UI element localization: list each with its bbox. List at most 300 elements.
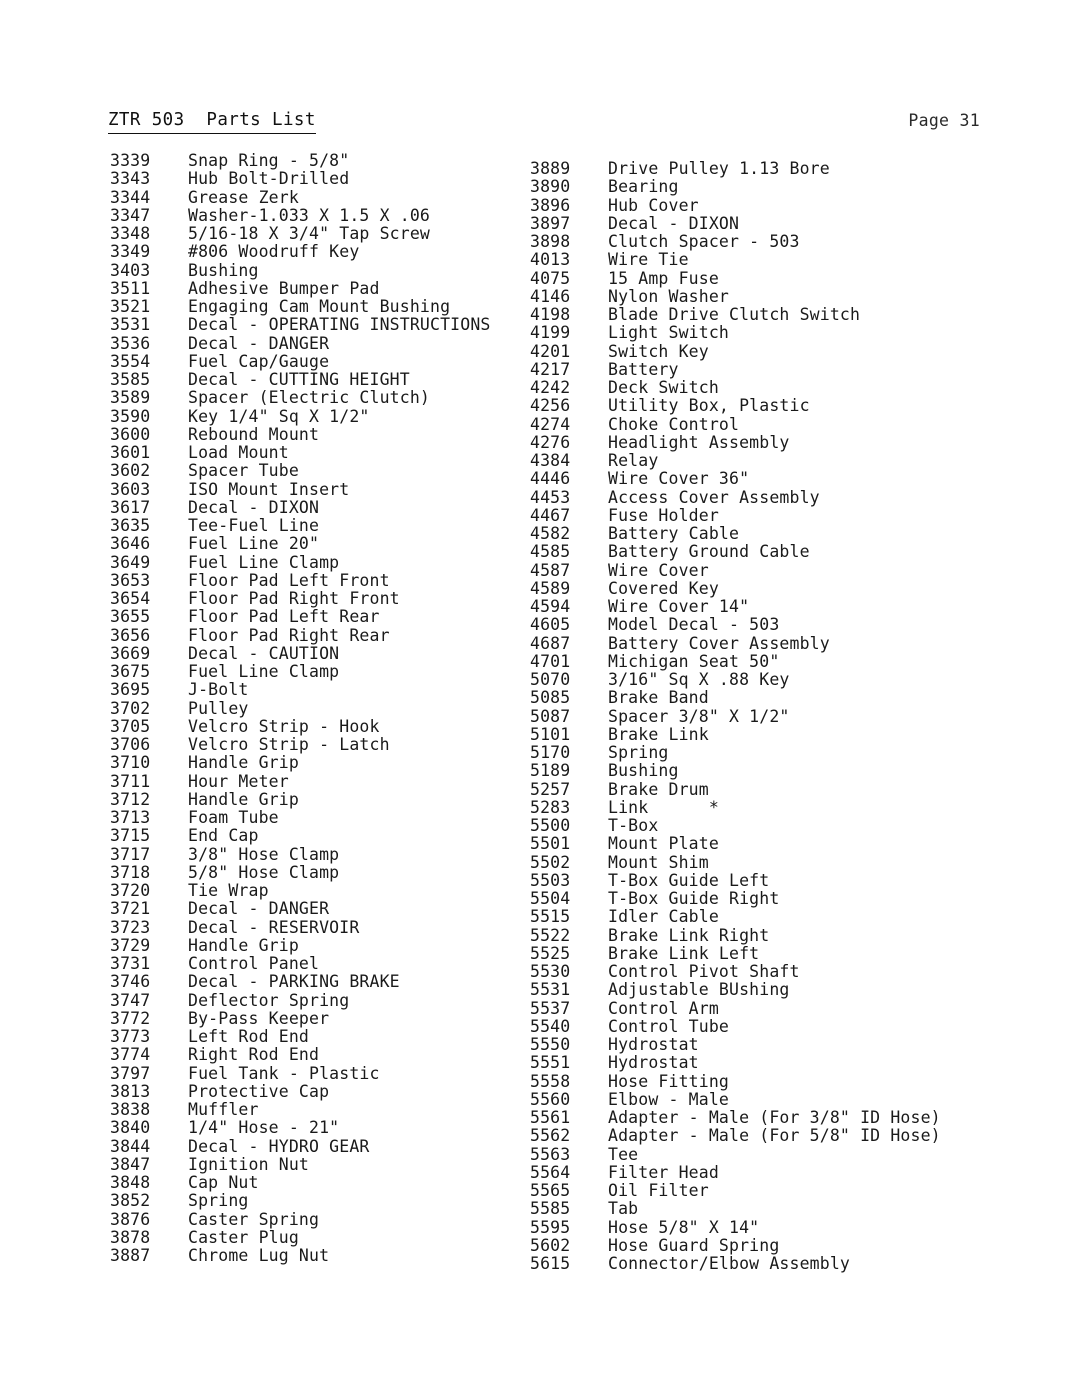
part-row bbox=[110, 882, 491, 900]
part-number: 3403 bbox=[110, 260, 151, 280]
part-number: 3797 bbox=[110, 1063, 151, 1083]
part-row bbox=[110, 955, 491, 973]
part-number: 5522 bbox=[530, 925, 571, 945]
part-description: Nylon Washer bbox=[608, 286, 730, 306]
part-row bbox=[530, 470, 941, 488]
part-row bbox=[110, 1119, 491, 1137]
part-number: 3876 bbox=[110, 1209, 151, 1229]
part-row bbox=[530, 379, 941, 397]
part-description: Wire Cover 14" bbox=[608, 597, 750, 616]
part-description: Floor Pad Left Rear bbox=[188, 607, 380, 627]
part-description: T-Box bbox=[608, 816, 659, 835]
part-row bbox=[530, 908, 941, 926]
part-row bbox=[110, 1229, 491, 1247]
part-row bbox=[530, 343, 941, 361]
part-row bbox=[110, 1065, 491, 1083]
part-row bbox=[530, 598, 941, 616]
part-description: Access Cover Assembly bbox=[608, 487, 820, 507]
part-row bbox=[110, 517, 491, 535]
part-description: Oil Filter bbox=[608, 1181, 709, 1200]
part-number: 3723 bbox=[110, 917, 151, 937]
part-row bbox=[110, 900, 491, 918]
part-row bbox=[530, 1164, 941, 1182]
part-row bbox=[530, 1036, 941, 1054]
part-description: Handle Grip bbox=[188, 789, 299, 809]
part-row bbox=[530, 1219, 941, 1237]
part-number: 4687 bbox=[530, 633, 571, 653]
part-description: Relay bbox=[608, 451, 659, 470]
part-number: 5563 bbox=[530, 1144, 571, 1164]
part-number: 3603 bbox=[110, 479, 151, 499]
parts-column-right bbox=[530, 160, 941, 1273]
part-row bbox=[530, 306, 941, 324]
part-row bbox=[110, 353, 491, 371]
part-description: Cap Nut bbox=[188, 1173, 259, 1192]
part-row bbox=[530, 762, 941, 780]
part-number: 3772 bbox=[110, 1008, 151, 1028]
part-description: Wire Cover bbox=[608, 560, 709, 580]
part-number: 3339 bbox=[110, 151, 151, 170]
part-number: 4075 bbox=[530, 268, 571, 288]
part-number: 3712 bbox=[110, 789, 151, 809]
part-number: 3878 bbox=[110, 1227, 151, 1247]
part-number: 4446 bbox=[530, 469, 571, 489]
part-description: Fuse Holder bbox=[608, 505, 719, 525]
part-row bbox=[530, 781, 941, 799]
part-number: 5500 bbox=[530, 816, 571, 835]
part-description: Utility Box, Plastic bbox=[608, 396, 810, 416]
part-row bbox=[530, 1200, 941, 1218]
part-description: Mount Shim bbox=[608, 852, 709, 872]
part-number: 4701 bbox=[530, 651, 571, 671]
part-row bbox=[110, 499, 491, 517]
part-row bbox=[530, 452, 941, 470]
part-row bbox=[110, 554, 491, 572]
part-row bbox=[530, 562, 941, 580]
part-number: 3521 bbox=[110, 297, 151, 316]
part-number: 3590 bbox=[110, 406, 151, 426]
part-number: 5615 bbox=[530, 1254, 571, 1273]
part-row bbox=[110, 1247, 491, 1265]
part-description: J-Bolt bbox=[188, 680, 249, 700]
part-row bbox=[110, 152, 491, 170]
part-number: 3656 bbox=[110, 625, 151, 645]
part-number: 5540 bbox=[530, 1016, 571, 1036]
part-number: 5502 bbox=[530, 852, 571, 872]
part-description: 15 Amp Fuse bbox=[608, 268, 719, 288]
part-description: Tie Wrap bbox=[188, 881, 269, 900]
part-number: 5085 bbox=[530, 688, 571, 708]
part-row bbox=[530, 635, 941, 653]
part-number: 4201 bbox=[530, 341, 571, 361]
part-description: Tee bbox=[608, 1144, 639, 1164]
part-description: Adjustable BUshing bbox=[608, 980, 790, 1000]
part-row bbox=[530, 288, 941, 306]
part-number: 3813 bbox=[110, 1081, 151, 1101]
part-description: Bushing bbox=[188, 260, 259, 280]
part-row bbox=[530, 416, 941, 434]
part-number: 3774 bbox=[110, 1045, 151, 1065]
part-number: 4276 bbox=[530, 432, 571, 452]
part-description: Hub Cover bbox=[608, 195, 699, 215]
part-row bbox=[110, 627, 491, 645]
part-number: 3589 bbox=[110, 388, 151, 408]
part-number: 3600 bbox=[110, 424, 151, 444]
part-description: Ignition Nut bbox=[188, 1154, 310, 1174]
part-row bbox=[110, 426, 491, 444]
part-description: Fuel Line 20" bbox=[188, 534, 320, 554]
part-description: Velcro Strip - Hook bbox=[188, 716, 380, 736]
part-row bbox=[530, 178, 941, 196]
part-description: Bushing bbox=[608, 761, 679, 781]
part-row bbox=[530, 233, 941, 251]
part-row bbox=[110, 663, 491, 681]
part-number: 4453 bbox=[530, 487, 571, 507]
part-description: Elbow - Male bbox=[608, 1089, 730, 1109]
part-description: Hose 5/8" X 14" bbox=[608, 1217, 760, 1237]
part-description: Chrome Lug Nut bbox=[188, 1246, 330, 1265]
part-row bbox=[110, 919, 491, 937]
part-row bbox=[530, 1018, 941, 1036]
part-number: 3675 bbox=[110, 662, 151, 681]
part-row bbox=[530, 835, 941, 853]
part-row bbox=[110, 1046, 491, 1064]
part-number: 3585 bbox=[110, 370, 151, 389]
part-number: 3646 bbox=[110, 534, 151, 554]
part-number: 3890 bbox=[530, 177, 571, 197]
part-number: 5530 bbox=[530, 962, 571, 981]
part-row bbox=[110, 262, 491, 280]
part-number: 3649 bbox=[110, 552, 151, 572]
part-row bbox=[530, 1237, 941, 1255]
part-description: Spring bbox=[188, 1191, 249, 1211]
part-description: Light Switch bbox=[608, 323, 730, 343]
part-description: Deflector Spring bbox=[188, 990, 350, 1010]
part-row bbox=[530, 1255, 941, 1273]
part-row bbox=[530, 963, 941, 981]
part-number: 3897 bbox=[530, 213, 571, 233]
part-row bbox=[530, 1000, 941, 1018]
part-number: 5525 bbox=[530, 943, 571, 963]
part-row bbox=[110, 189, 491, 207]
part-description: Fuel Line Clamp bbox=[188, 662, 340, 681]
part-description: Decal - CUTTING HEIGHT bbox=[188, 370, 410, 389]
part-description: Decal - DANGER bbox=[188, 899, 330, 919]
part-row bbox=[110, 846, 491, 864]
part-row bbox=[110, 1028, 491, 1046]
part-description: Pulley bbox=[188, 698, 249, 718]
part-number: 3343 bbox=[110, 169, 151, 189]
part-number: 4217 bbox=[530, 359, 571, 379]
part-row bbox=[530, 1109, 941, 1127]
part-number: 3706 bbox=[110, 735, 151, 754]
part-number: 4199 bbox=[530, 323, 571, 343]
part-number: 3554 bbox=[110, 351, 151, 371]
part-row bbox=[110, 408, 491, 426]
part-number: 3747 bbox=[110, 990, 151, 1010]
part-description: Blade Drive Clutch Switch bbox=[608, 305, 861, 324]
part-description: Left Rod End bbox=[188, 1027, 310, 1046]
part-number: 4256 bbox=[530, 396, 571, 416]
part-row bbox=[110, 681, 491, 699]
part-row bbox=[530, 1073, 941, 1091]
part-row bbox=[530, 854, 941, 872]
part-description: Fuel Tank - Plastic bbox=[188, 1063, 380, 1083]
part-number: 3347 bbox=[110, 205, 151, 225]
part-row bbox=[110, 937, 491, 955]
part-number: 5595 bbox=[530, 1217, 571, 1237]
part-description: Brake Band bbox=[608, 688, 709, 708]
part-number: 3721 bbox=[110, 899, 151, 919]
part-row bbox=[530, 324, 941, 342]
part-number: 3669 bbox=[110, 643, 151, 663]
part-row bbox=[530, 671, 941, 689]
part-row bbox=[530, 1146, 941, 1164]
part-row bbox=[530, 160, 941, 178]
part-description: Choke Control bbox=[608, 414, 740, 434]
part-number: 5189 bbox=[530, 761, 571, 781]
part-row bbox=[110, 645, 491, 663]
part-description: Hour Meter bbox=[188, 771, 289, 791]
part-description: Headlight Assembly bbox=[608, 432, 790, 452]
part-number: 5257 bbox=[530, 779, 571, 799]
part-row bbox=[530, 945, 941, 963]
part-number: 3838 bbox=[110, 1100, 151, 1119]
part-description: Rebound Mount bbox=[188, 424, 320, 444]
part-description: Decal - DIXON bbox=[188, 497, 320, 517]
part-row bbox=[530, 580, 941, 598]
part-description: Wire Cover 36" bbox=[608, 469, 750, 489]
part-description: Foam Tube bbox=[188, 808, 279, 827]
part-number: 5504 bbox=[530, 889, 571, 908]
part-row bbox=[110, 1174, 491, 1192]
part-description: Spacer 3/8" X 1/2" bbox=[608, 706, 790, 726]
part-description: #806 Woodruff Key bbox=[188, 242, 360, 262]
part-description: Snap Ring - 5/8" bbox=[188, 151, 350, 170]
part-number: 4467 bbox=[530, 505, 571, 525]
part-number: 4589 bbox=[530, 578, 571, 598]
part-description: Caster Spring bbox=[188, 1209, 320, 1229]
part-row bbox=[110, 1156, 491, 1174]
part-description: Mount Plate bbox=[608, 834, 719, 854]
part-description: By-Pass Keeper bbox=[188, 1008, 330, 1028]
part-row bbox=[110, 700, 491, 718]
part-row bbox=[110, 754, 491, 772]
part-row bbox=[530, 397, 941, 415]
part-row bbox=[530, 251, 941, 269]
part-number: 5537 bbox=[530, 998, 571, 1018]
part-row bbox=[530, 1182, 941, 1200]
part-description: Hydrostat bbox=[608, 1035, 699, 1054]
part-row bbox=[530, 525, 941, 543]
part-row bbox=[530, 270, 941, 288]
part-number: 5558 bbox=[530, 1071, 571, 1091]
part-description: Bearing bbox=[608, 177, 679, 197]
part-row bbox=[110, 280, 491, 298]
part-row bbox=[110, 791, 491, 809]
part-row bbox=[530, 872, 941, 890]
part-number: 3531 bbox=[110, 315, 151, 335]
part-number: 5070 bbox=[530, 670, 571, 689]
part-row bbox=[530, 507, 941, 525]
part-number: 3711 bbox=[110, 771, 151, 791]
part-row bbox=[110, 973, 491, 991]
part-number: 5564 bbox=[530, 1162, 571, 1182]
part-number: 3617 bbox=[110, 497, 151, 517]
part-number: 3718 bbox=[110, 862, 151, 882]
parts-column-left bbox=[110, 152, 491, 1265]
part-row bbox=[530, 927, 941, 945]
part-description: Tee-Fuel Line bbox=[188, 516, 320, 535]
part-description: Wire Tie bbox=[608, 250, 689, 270]
part-number: 3511 bbox=[110, 278, 151, 298]
part-number: 3655 bbox=[110, 607, 151, 627]
part-number: 3729 bbox=[110, 935, 151, 955]
part-number: 5585 bbox=[530, 1199, 571, 1219]
part-description: Idler Cable bbox=[608, 907, 719, 927]
part-row bbox=[110, 462, 491, 480]
part-description: Caster Plug bbox=[188, 1227, 299, 1247]
part-description: Brake Drum bbox=[608, 779, 709, 799]
part-description: T-Box Guide Right bbox=[608, 889, 780, 908]
part-description: Decal - RESERVOIR bbox=[188, 917, 360, 937]
part-row bbox=[530, 489, 941, 507]
part-number: 5551 bbox=[530, 1053, 571, 1073]
part-description: Decal - PARKING BRAKE bbox=[188, 972, 400, 992]
part-row bbox=[110, 225, 491, 243]
part-row bbox=[110, 371, 491, 389]
part-number: 3602 bbox=[110, 461, 151, 481]
part-description: Hydrostat bbox=[608, 1053, 699, 1073]
part-number: 3348 bbox=[110, 224, 151, 243]
part-row bbox=[110, 1211, 491, 1229]
part-description: Handle Grip bbox=[188, 935, 299, 955]
part-number: 5562 bbox=[530, 1126, 571, 1146]
part-number: 5515 bbox=[530, 907, 571, 927]
part-description: Grease Zerk bbox=[188, 187, 299, 207]
part-description: Adhesive Bumper Pad bbox=[188, 278, 380, 298]
part-description: Muffler bbox=[188, 1100, 259, 1119]
part-row bbox=[110, 298, 491, 316]
part-row bbox=[530, 434, 941, 452]
part-description: T-Box Guide Left bbox=[608, 870, 770, 890]
part-description: Brake Link Left bbox=[608, 943, 760, 963]
part-description: Link * bbox=[608, 797, 719, 817]
part-description: Hub Bolt-Drilled bbox=[188, 169, 350, 189]
part-number: 4198 bbox=[530, 305, 571, 324]
part-number: 3715 bbox=[110, 826, 151, 846]
page-number: Page 31 bbox=[908, 111, 980, 130]
part-description: Control Tube bbox=[608, 1016, 730, 1036]
part-row bbox=[110, 1101, 491, 1119]
part-row bbox=[530, 708, 941, 726]
part-description: Clutch Spacer - 503 bbox=[608, 232, 800, 251]
part-row bbox=[110, 1083, 491, 1101]
part-description: 1/4" Hose - 21" bbox=[188, 1118, 340, 1138]
part-number: 3887 bbox=[110, 1246, 151, 1265]
part-number: 4274 bbox=[530, 414, 571, 434]
part-description: Fuel Line Clamp bbox=[188, 552, 340, 572]
part-description: Battery Cable bbox=[608, 524, 740, 543]
part-description: Right Rod End bbox=[188, 1045, 320, 1065]
part-row bbox=[110, 1010, 491, 1028]
part-description: Drive Pulley 1.13 Bore bbox=[608, 159, 830, 178]
part-number: 5565 bbox=[530, 1181, 571, 1200]
part-number: 3695 bbox=[110, 680, 151, 700]
part-description: Deck Switch bbox=[608, 378, 719, 397]
part-row bbox=[530, 1127, 941, 1145]
part-number: 3898 bbox=[530, 232, 571, 251]
part-row bbox=[530, 726, 941, 744]
part-number: 5087 bbox=[530, 706, 571, 726]
part-number: 4594 bbox=[530, 597, 571, 616]
part-description: Decal - CAUTION bbox=[188, 643, 340, 663]
part-number: 3717 bbox=[110, 844, 151, 864]
part-description: Connector/Elbow Assembly bbox=[608, 1254, 851, 1273]
part-row bbox=[530, 981, 941, 999]
part-number: 3705 bbox=[110, 716, 151, 736]
part-description: Spacer (Electric Clutch) bbox=[188, 388, 431, 408]
part-row bbox=[110, 243, 491, 261]
part-row bbox=[530, 744, 941, 762]
part-row bbox=[530, 817, 941, 835]
part-number: 3654 bbox=[110, 589, 151, 608]
part-description: Fuel Cap/Gauge bbox=[188, 351, 330, 371]
part-description: 5/8" Hose Clamp bbox=[188, 862, 340, 882]
part-number: 3848 bbox=[110, 1173, 151, 1192]
part-description: Brake Link bbox=[608, 724, 709, 744]
part-row bbox=[530, 1091, 941, 1109]
part-description: Decal - DANGER bbox=[188, 333, 330, 353]
part-description: Floor Pad Right Rear bbox=[188, 625, 390, 645]
part-number: 3840 bbox=[110, 1118, 151, 1138]
part-number: 4146 bbox=[530, 286, 571, 306]
part-row bbox=[110, 444, 491, 462]
part-number: 3896 bbox=[530, 195, 571, 215]
part-description: Decal - DIXON bbox=[608, 213, 740, 233]
part-description: Protective Cap bbox=[188, 1081, 330, 1101]
part-number: 3847 bbox=[110, 1154, 151, 1174]
part-description: Hose Fitting bbox=[608, 1071, 730, 1091]
part-number: 4582 bbox=[530, 524, 571, 543]
part-description: Hose Guard Spring bbox=[608, 1235, 780, 1255]
part-description: Engaging Cam Mount Bushing bbox=[188, 297, 451, 316]
part-number: 5531 bbox=[530, 980, 571, 1000]
part-row bbox=[110, 572, 491, 590]
part-row bbox=[110, 718, 491, 736]
part-number: 5602 bbox=[530, 1235, 571, 1255]
part-description: 3/16" Sq X .88 Key bbox=[608, 670, 790, 689]
part-row bbox=[530, 653, 941, 671]
part-row bbox=[530, 616, 941, 634]
part-description: Handle Grip bbox=[188, 753, 299, 773]
part-description: Covered Key bbox=[608, 578, 719, 598]
part-row bbox=[110, 608, 491, 626]
document-title: ZTR 503 Parts List bbox=[108, 110, 316, 134]
part-description: Switch Key bbox=[608, 341, 709, 361]
part-number: 3852 bbox=[110, 1191, 151, 1211]
part-description: Floor Pad Left Front bbox=[188, 570, 390, 590]
part-row bbox=[110, 316, 491, 334]
part-row bbox=[110, 535, 491, 553]
part-number: 5501 bbox=[530, 834, 571, 854]
part-row bbox=[530, 1054, 941, 1072]
part-number: 4013 bbox=[530, 250, 571, 270]
part-description: Floor Pad Right Front bbox=[188, 589, 400, 608]
part-description: Adapter - Male (For 5/8" ID Hose) bbox=[608, 1126, 941, 1146]
part-row bbox=[530, 361, 941, 379]
part-number: 5170 bbox=[530, 743, 571, 762]
